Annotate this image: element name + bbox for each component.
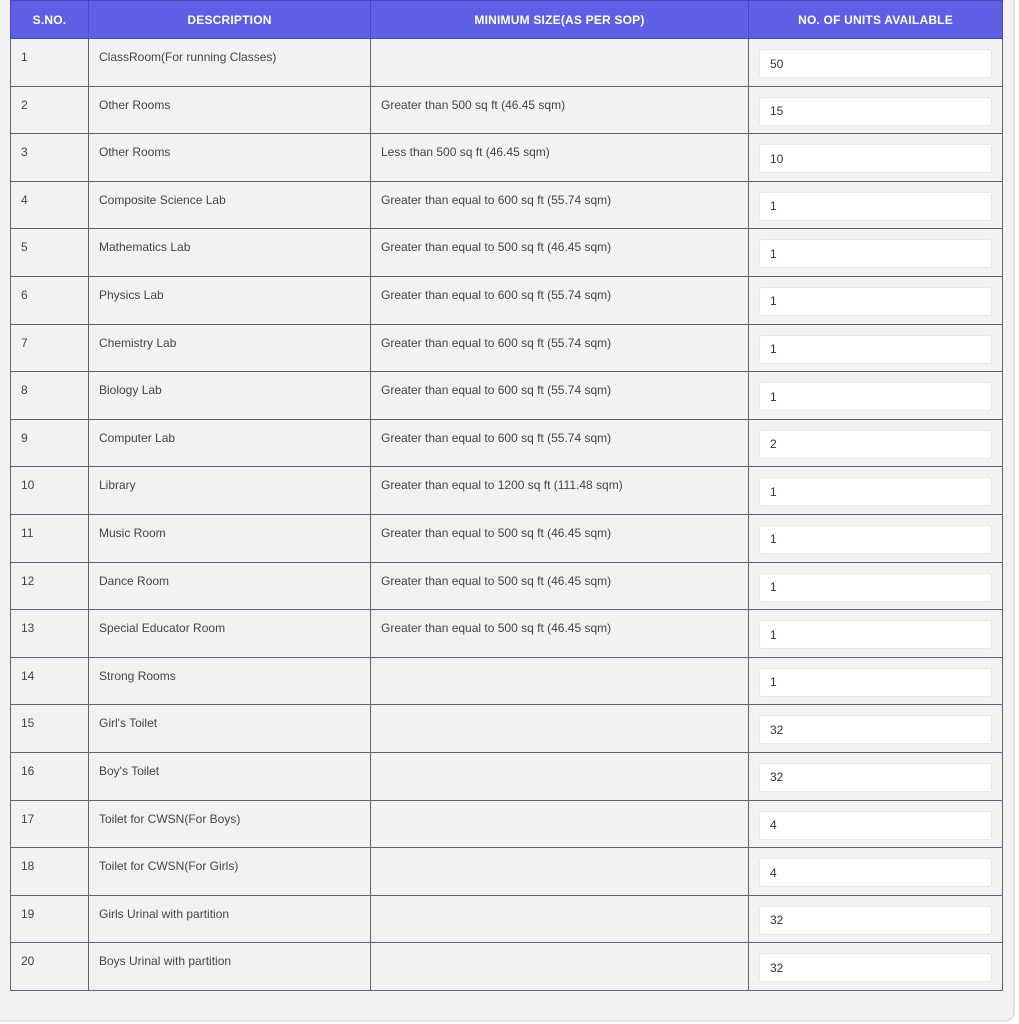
cell-sno: 7 bbox=[11, 324, 89, 372]
cell-description: Toilet for CWSN(For Girls) bbox=[89, 848, 371, 896]
cell-units bbox=[749, 848, 1003, 896]
cell-units bbox=[749, 895, 1003, 943]
units-available-input[interactable] bbox=[759, 382, 992, 411]
cell-minimum-size: Greater than equal to 600 sq ft (55.74 sqm) bbox=[371, 419, 749, 467]
cell-units bbox=[749, 752, 1003, 800]
cell-units bbox=[749, 419, 1003, 467]
units-available-input[interactable] bbox=[759, 620, 992, 649]
table-row bbox=[11, 943, 1003, 991]
cell-units bbox=[749, 610, 1003, 658]
cell-description: Chemistry Lab bbox=[89, 324, 371, 372]
units-available-input[interactable] bbox=[759, 906, 992, 935]
cell-units bbox=[749, 39, 1003, 87]
cell-description: Girl's Toilet bbox=[89, 705, 371, 753]
cell-description: Boy's Toilet bbox=[89, 752, 371, 800]
table-row bbox=[11, 181, 1003, 229]
cell-minimum-size bbox=[371, 895, 749, 943]
cell-minimum-size: Greater than equal to 600 sq ft (55.74 sqm) bbox=[371, 276, 749, 324]
cell-minimum-size bbox=[371, 800, 749, 848]
table-row bbox=[11, 39, 1003, 87]
header-sno: S.NO. bbox=[11, 1, 89, 39]
table-row bbox=[11, 86, 1003, 134]
table-row bbox=[11, 657, 1003, 705]
cell-sno: 5 bbox=[11, 229, 89, 277]
table-row bbox=[11, 467, 1003, 515]
cell-description: ClassRoom(For running Classes) bbox=[89, 39, 371, 87]
cell-minimum-size: Greater than equal to 500 sq ft (46.45 sqm) bbox=[371, 229, 749, 277]
cell-sno: 18 bbox=[11, 848, 89, 896]
cell-description: Composite Science Lab bbox=[89, 181, 371, 229]
cell-minimum-size: Greater than 500 sq ft (46.45 sqm) bbox=[371, 86, 749, 134]
table-row bbox=[11, 610, 1003, 658]
units-available-input[interactable] bbox=[759, 763, 992, 792]
cell-units bbox=[749, 800, 1003, 848]
cell-description: Other Rooms bbox=[89, 86, 371, 134]
units-available-input[interactable] bbox=[759, 49, 992, 78]
table-row bbox=[11, 562, 1003, 610]
cell-description: Physics Lab bbox=[89, 276, 371, 324]
cell-sno: 2 bbox=[11, 86, 89, 134]
cell-minimum-size bbox=[371, 39, 749, 87]
table-row bbox=[11, 134, 1003, 182]
units-available-input[interactable] bbox=[759, 97, 992, 126]
table-row bbox=[11, 895, 1003, 943]
cell-minimum-size: Greater than equal to 500 sq ft (46.45 sqm) bbox=[371, 610, 749, 658]
units-available-input[interactable] bbox=[759, 525, 992, 554]
cell-description: Library bbox=[89, 467, 371, 515]
cell-sno: 10 bbox=[11, 467, 89, 515]
cell-description: Other Rooms bbox=[89, 134, 371, 182]
cell-description: Strong Rooms bbox=[89, 657, 371, 705]
header-minimum-size: MINIMUM SIZE(AS PER SOP) bbox=[371, 1, 749, 39]
cell-sno: 20 bbox=[11, 943, 89, 991]
table-row bbox=[11, 229, 1003, 277]
cell-minimum-size: Greater than equal to 500 sq ft (46.45 sqm) bbox=[371, 514, 749, 562]
cell-minimum-size bbox=[371, 657, 749, 705]
cell-minimum-size: Greater than equal to 600 sq ft (55.74 sqm) bbox=[371, 181, 749, 229]
cell-sno: 9 bbox=[11, 419, 89, 467]
units-available-input[interactable] bbox=[759, 858, 992, 887]
cell-units bbox=[749, 372, 1003, 420]
units-available-input[interactable] bbox=[759, 953, 992, 982]
table-row bbox=[11, 705, 1003, 753]
cell-minimum-size: Greater than equal to 1200 sq ft (111.48 sqm) bbox=[371, 467, 749, 515]
cell-units bbox=[749, 705, 1003, 753]
cell-description: Toilet for CWSN(For Boys) bbox=[89, 800, 371, 848]
cell-minimum-size bbox=[371, 752, 749, 800]
cell-units bbox=[749, 657, 1003, 705]
cell-description: Mathematics Lab bbox=[89, 229, 371, 277]
cell-units bbox=[749, 467, 1003, 515]
cell-description: Computer Lab bbox=[89, 419, 371, 467]
cell-units bbox=[749, 134, 1003, 182]
units-available-input[interactable] bbox=[759, 430, 992, 459]
cell-units bbox=[749, 562, 1003, 610]
units-available-input[interactable] bbox=[759, 573, 992, 602]
cell-sno: 1 bbox=[11, 39, 89, 87]
units-available-input[interactable] bbox=[759, 239, 992, 268]
cell-units bbox=[749, 86, 1003, 134]
cell-sno: 11 bbox=[11, 514, 89, 562]
header-description: DESCRIPTION bbox=[89, 1, 371, 39]
units-available-input[interactable] bbox=[759, 144, 992, 173]
cell-sno: 4 bbox=[11, 181, 89, 229]
table-row bbox=[11, 372, 1003, 420]
cell-sno: 15 bbox=[11, 705, 89, 753]
cell-sno: 17 bbox=[11, 800, 89, 848]
cell-minimum-size bbox=[371, 943, 749, 991]
cell-description: Biology Lab bbox=[89, 372, 371, 420]
cell-units bbox=[749, 229, 1003, 277]
cell-description: Girls Urinal with partition bbox=[89, 895, 371, 943]
cell-units bbox=[749, 181, 1003, 229]
units-available-input[interactable] bbox=[759, 477, 992, 506]
units-available-input[interactable] bbox=[759, 335, 992, 364]
cell-minimum-size: Greater than equal to 500 sq ft (46.45 sqm) bbox=[371, 562, 749, 610]
cell-units bbox=[749, 276, 1003, 324]
cell-minimum-size bbox=[371, 705, 749, 753]
cell-units bbox=[749, 514, 1003, 562]
cell-description: Boys Urinal with partition bbox=[89, 943, 371, 991]
cell-minimum-size: Greater than equal to 600 sq ft (55.74 sqm) bbox=[371, 372, 749, 420]
units-table bbox=[10, 0, 1003, 991]
cell-description: Special Educator Room bbox=[89, 610, 371, 658]
units-available-input[interactable] bbox=[759, 811, 992, 840]
table-row bbox=[11, 324, 1003, 372]
cell-units bbox=[749, 324, 1003, 372]
table-header-row bbox=[11, 1, 1003, 39]
cell-sno: 6 bbox=[11, 276, 89, 324]
header-units-available: NO. OF UNITS AVAILABLE bbox=[749, 1, 1003, 39]
cell-description: Dance Room bbox=[89, 562, 371, 610]
units-available-input[interactable] bbox=[759, 715, 992, 744]
table-row bbox=[11, 800, 1003, 848]
cell-sno: 13 bbox=[11, 610, 89, 658]
cell-minimum-size: Less than 500 sq ft (46.45 sqm) bbox=[371, 134, 749, 182]
cell-sno: 8 bbox=[11, 372, 89, 420]
table-row bbox=[11, 419, 1003, 467]
table-row bbox=[11, 752, 1003, 800]
units-available-input[interactable] bbox=[759, 668, 992, 697]
cell-description: Music Room bbox=[89, 514, 371, 562]
units-available-input[interactable] bbox=[759, 192, 992, 221]
table-row bbox=[11, 514, 1003, 562]
table-row bbox=[11, 848, 1003, 896]
cell-sno: 14 bbox=[11, 657, 89, 705]
table-row bbox=[11, 276, 1003, 324]
cell-minimum-size: Greater than equal to 600 sq ft (55.74 sqm) bbox=[371, 324, 749, 372]
cell-sno: 19 bbox=[11, 895, 89, 943]
cell-sno: 12 bbox=[11, 562, 89, 610]
cell-units bbox=[749, 943, 1003, 991]
cell-sno: 3 bbox=[11, 134, 89, 182]
table-body bbox=[11, 39, 1003, 991]
cell-sno: 16 bbox=[11, 752, 89, 800]
cell-minimum-size bbox=[371, 848, 749, 896]
units-available-input[interactable] bbox=[759, 287, 992, 316]
